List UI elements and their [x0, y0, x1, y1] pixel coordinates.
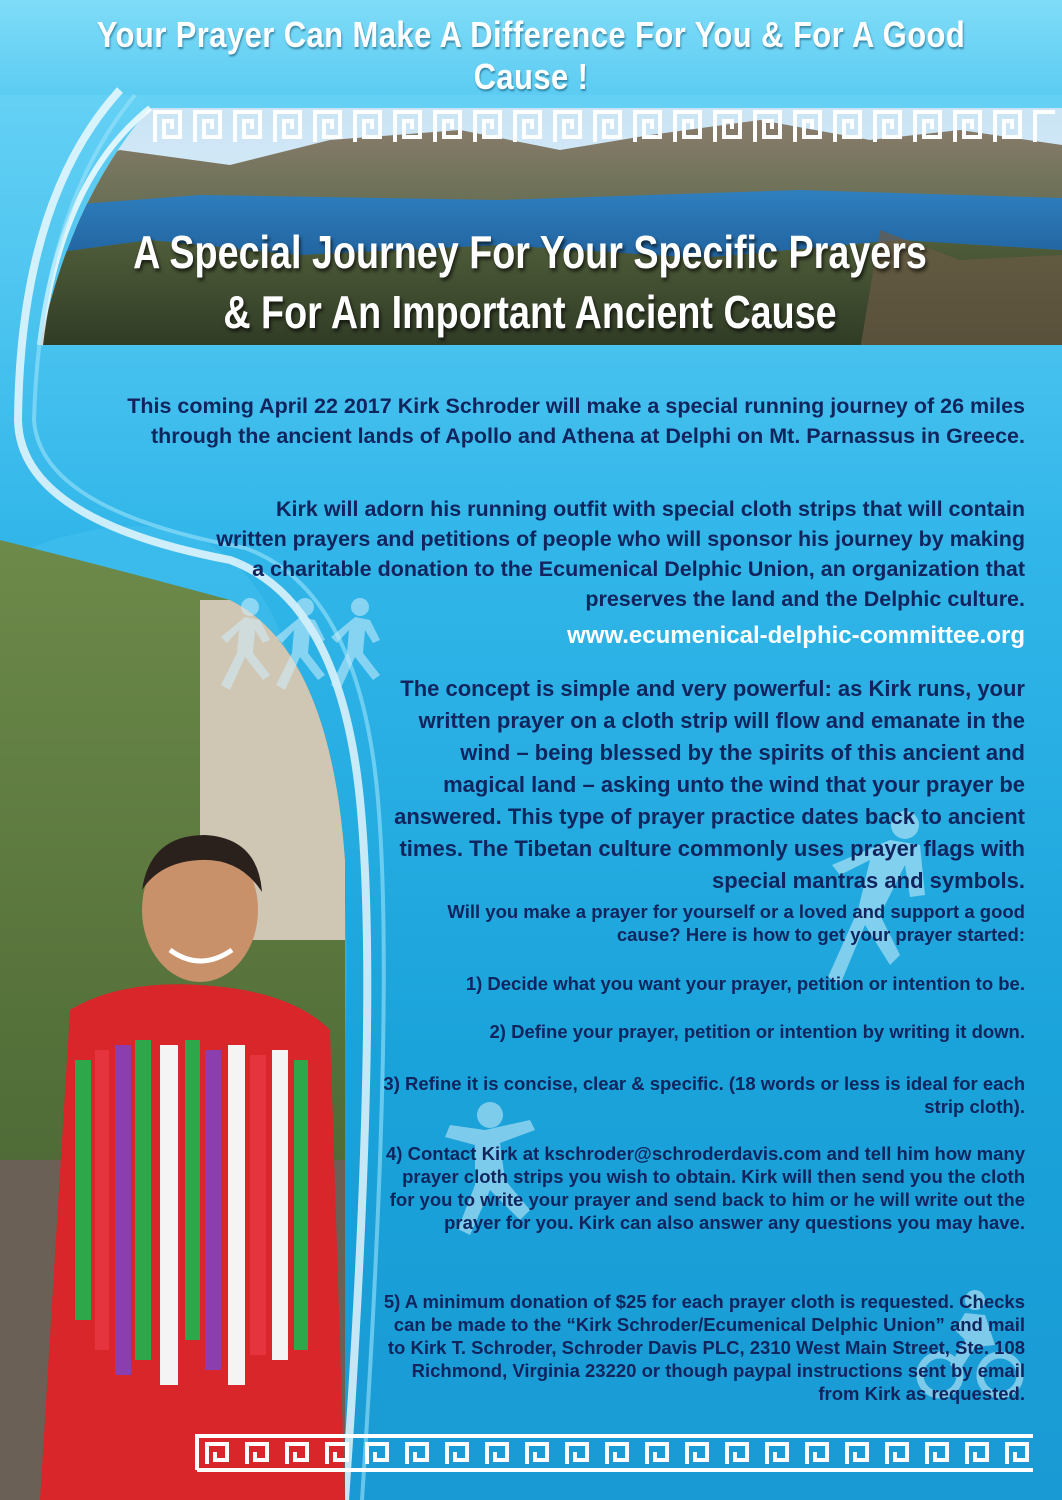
step-4: 4) Contact Kirk at kschroder@schroderdavis.com and tell him how many prayer cloth strips you wish to obtain. Kirk will then send you the cloth for you to write your prayer and send back to him or he will write out the prayer for you. Kirk can also answer any questions you may have.: [386, 1143, 1025, 1233]
title-line-1: A Special Journey For Your Specific Prayers: [133, 226, 927, 278]
cloth-strips-paragraph: Kirk will adorn his running outfit with special cloth strips that will contain written prayers and petitions of people who will sponsor his journey by making a charitable donation to the Ecumenical Delphic Union, an organization that preserves the land and the Delphic culture.: [216, 497, 1025, 611]
step-2: 2) Define your prayer, petition or intention by writing it down.: [489, 1021, 1025, 1042]
page-title: [120, 222, 940, 342]
concept-paragraph: The concept is simple and very powerful: as Kirk runs, your written prayer on a cloth strip will flow and emanate in the wind – being blessed by the spirits of this ancient and magical land – asking unto the wind that your prayer be answered. This type of prayer practice dates back to ancient times. The Tibetan culture commonly uses prayer flags with special mantras and symbols.: [394, 676, 1025, 893]
greek-key-border: [150, 107, 1062, 147]
how-to-intro: Will you make a prayer for yourself or a loved and support a good cause? Here is how to get your prayer started:: [447, 901, 1025, 945]
step-1: 1) Decide what you want your prayer, petition or intention to be.: [465, 973, 1025, 994]
title-line-2: & For An Important Ancient Cause: [223, 286, 837, 338]
website-link[interactable]: www.ecumenical-delphic-committee.org: [567, 622, 1025, 649]
step-5: 5) A minimum donation of $25 for each prayer cloth is requested. Checks can be made to the “Kirk Schroder/Ecumenical Delphic Union” and mail to Kirk T. Schroder, Schroder Davis PLC, 2310 West Main Street, Ste. 108 Richmond, Virginia 23220 or though paypal instructions sent by email from Kirk as requested.: [383, 1291, 1025, 1404]
step-3: 3) Refine it is concise, clear & specific. (18 words or less is ideal for each strip cloth).: [383, 1073, 1025, 1117]
intro-paragraph: This coming April 22 2017 Kirk Schroder will make a special running journey of 26 miles through the ancient lands of Apollo and Athena at Delphi on Mt. Parnassus in Greece.: [127, 394, 1025, 448]
banner-headline: Your Prayer Can Make A Difference For You & For A Good Cause !: [96, 14, 966, 97]
greek-key-border-bottom: [195, 1432, 1035, 1474]
